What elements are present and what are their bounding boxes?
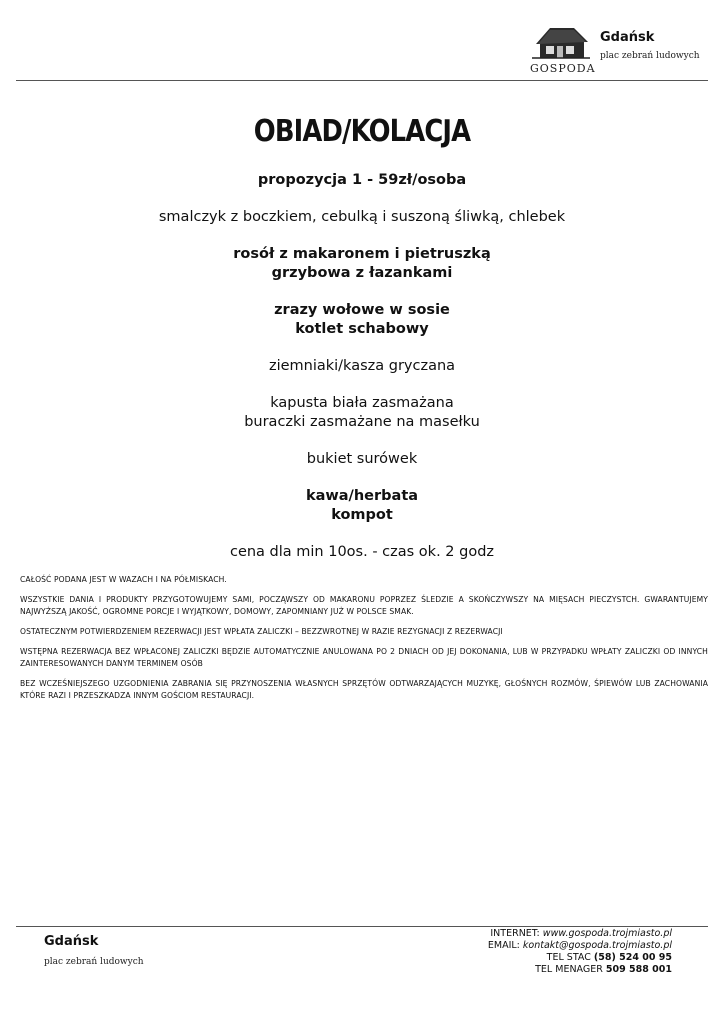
gospoda-logo <box>530 24 596 80</box>
contact-manager <box>488 964 672 976</box>
menu-starter: smalczyk z boczkiem, cebulką i suszoną śliwką, chlebek <box>158 209 566 225</box>
footer-tagline: plac zebrań ludowych <box>44 957 144 967</box>
contact-phone <box>488 952 672 964</box>
header-city: Gdańsk <box>600 30 655 45</box>
menu-main-item: kotlet schabowy <box>295 321 429 337</box>
note-paragraph: OSTATECZNYM POTWIERDZENIEM REZERWACJI JEST WPŁATA ZALICZKI – BEZZWROTNEJ W RAZIE REZYGNACJI Z REZERWACJI <box>20 627 503 636</box>
menu-price-note: cena dla min 10os. - czas ok. 2 godz <box>229 544 495 560</box>
logo-text: GOSPODA <box>530 62 596 75</box>
menu-sides: ziemniaki/kasza gryczana <box>268 358 456 374</box>
phone-label: TEL STAC <box>546 952 591 963</box>
footer-city: Gdańsk <box>44 934 99 949</box>
header-tagline: plac zebrań ludowych <box>600 51 700 61</box>
contact-internet <box>488 928 672 940</box>
menu-mains <box>0 301 724 339</box>
menu-main-item: zrazy wołowe w sosie <box>274 302 450 318</box>
house-icon <box>530 24 592 62</box>
menu-title: OBIAD/KOLACJA <box>253 114 471 149</box>
note-paragraph: CAŁOŚĆ PODANA JEST W WAZACH I NA PÓŁMISKACH. <box>20 575 227 584</box>
menu-drinks <box>0 487 724 525</box>
menu-drink-item: kawa/herbata <box>305 488 419 504</box>
menu-soup-item: grzybowa z łazankami <box>271 265 453 281</box>
note-paragraph: WSTĘPNA REZERWACJA BEZ WPŁACONEJ ZALICZKI BĘDZIE AUTOMATYCZNIE ANULOWANA PO 2 DNIACH OD JEJ DOKONANIA, LUB W PRZYPADKU WPŁATY ZALICZKI OD INNYCH ZAINTERESOWANYCH DANYM TERMINEM OSÓB <box>20 647 708 668</box>
menu-section <box>0 114 724 580</box>
menu-salads: bukiet surówek <box>306 451 418 467</box>
note-paragraph: WSZYSTKIE DANIA I PRODUKTY PRZYGOTOWUJEMY SAMI, POCZĄWSZY OD MAKARONU POPRZEZ ŚLEDZIE A SKOŃCZYWSZY NA MIĘSACH PIECZYSTCH. GWARANTUJEMY NAJWYŻSZĄ JAKOŚĆ, OGROMNE PORCJE I WYJĄTKOWY, DOMOWY, ZAPOMNIANY JUŻ W POLSCE SMAK. <box>20 595 708 616</box>
footer-brand <box>44 934 144 967</box>
email-label: EMAIL: <box>487 940 520 951</box>
internet-label: INTERNET: <box>490 928 540 939</box>
email-link[interactable]: kontakt@gospoda.trojmiasto.pl <box>522 940 672 951</box>
terms-notes <box>20 574 708 710</box>
contact-info <box>488 928 672 976</box>
menu-drink-item: kompot <box>331 507 393 523</box>
note-paragraph: BEZ WCZEŚNIEJSZEGO UZGODNIENIA ZABRANIA SIĘ PRZYNOSZENIA WŁASNYCH SPRZĘTÓW ODTWARZAJĄCYCH MUZYKĘ, GŁOŚNYCH ROZMÓW, ŚPIEWÓW LUB ZACHOWANIA KTÓRE RAZI I PRZESZKADZA INNYM GOŚCIOM RESTAURACJI. <box>20 679 708 700</box>
page-header <box>0 0 724 82</box>
website-link[interactable]: www.gospoda.trojmiasto.pl <box>542 928 672 939</box>
header-divider <box>16 80 708 81</box>
manager-number[interactable]: 509 588 001 <box>605 964 672 975</box>
header-brand <box>600 30 700 61</box>
menu-soups <box>0 245 724 283</box>
manager-label: TEL MENAGER <box>535 964 603 975</box>
menu-vegetable-item: kapusta biała zasmażana <box>270 395 454 411</box>
footer-divider <box>16 926 708 927</box>
phone-number[interactable]: (58) 524 00 95 <box>593 952 672 963</box>
contact-email <box>488 940 672 952</box>
menu-vegetable-item: buraczki zasmażane na masełku <box>244 414 480 430</box>
menu-vegetables <box>0 394 724 432</box>
menu-soup-item: rosół z makaronem i pietruszką <box>233 246 491 262</box>
menu-proposal: propozycja 1 - 59zł/osoba <box>257 172 467 188</box>
